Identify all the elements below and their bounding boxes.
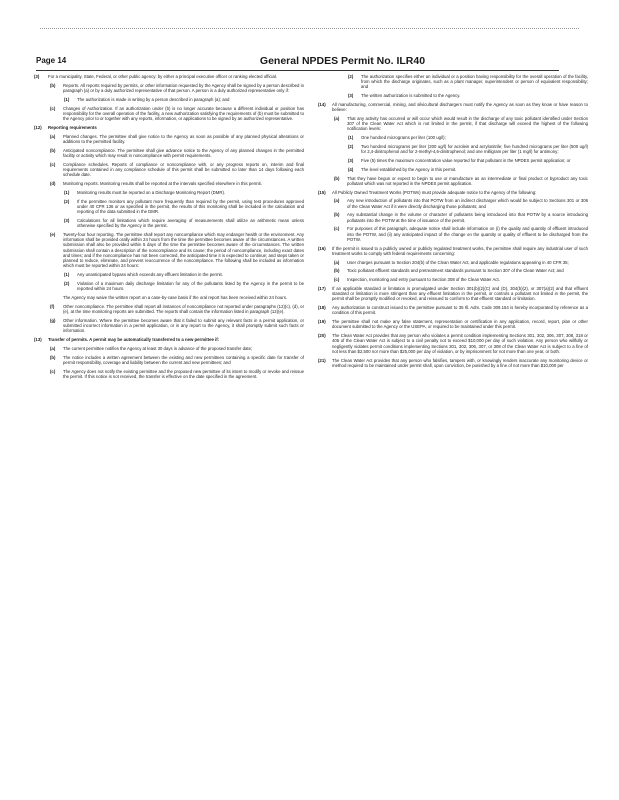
paragraph-label: (17) <box>318 285 326 291</box>
paragraph-text: Anticipated noncompliance. The permittee shall give advance notice to the Agency of any planned changes in the permitted facility or activity which may result in noncompliance with permit requirements. <box>63 148 304 159</box>
paragraph-item <box>34 295 304 300</box>
right-text-column <box>318 74 588 774</box>
paragraph-label <box>50 295 63 300</box>
paragraph-label: (b) <box>50 82 56 88</box>
paragraph-text: Any new introduction of pollutants into that POTW from an indirect discharger which would be subject to Sections 301 or 306 of the Clean Water Act if it were directly discharging those pollutants; and <box>347 198 588 209</box>
paragraph-text: The Agency does not notify the existing permittee and the proposed new permittee of its intent to modify or revoke and reissue the permit. If this notice is not received, the transfer is effective on the date specified in the agreement. <box>63 368 304 380</box>
paragraph-item <box>34 346 304 351</box>
section-number: (12) <box>34 124 42 130</box>
paragraph-item <box>34 181 304 186</box>
paragraph-text: For a municipality, State, Federal, or other public agency: by either a principal executive officer or ranking elected official. <box>48 74 278 79</box>
paragraph-label: (2) <box>64 198 70 204</box>
paragraph-text: That they have begun or expect to begin to use or manufacture as an intermediate or final product or byproduct any toxic pollutant which was not reported in the NPDES permit application. <box>347 175 588 186</box>
paragraph-item <box>34 97 304 102</box>
paragraph-label: (a) <box>50 134 56 139</box>
paragraph-label: (b) <box>334 268 340 274</box>
paragraph-item <box>318 319 588 329</box>
paragraph-item <box>34 232 304 268</box>
paragraph-text: Two hundred micrograms per liter (200 ug/l) for acrolein and acrylonitrile; five hundred micrograms per liter (500 ug/l) for 2,4-dinitrophenol and for 2-methyl-4,6-dinitrophenol; and one milligram per liter (1 mg/l) for antimony; <box>361 144 588 155</box>
paragraph-label: (b) <box>50 148 56 153</box>
paragraph-item <box>318 246 588 256</box>
paragraph-label: (21) <box>318 357 326 363</box>
paragraph-item <box>318 116 588 132</box>
page-top-border <box>40 28 579 29</box>
paragraph-label: (b) <box>334 175 340 181</box>
paragraph-item <box>34 318 304 334</box>
paragraph-text: Monitoring results must be reported on a Discharge Monitoring Report (DMR). <box>77 190 226 195</box>
page-number: Page 14 <box>36 56 67 65</box>
paragraph-text: If the permittee monitors any pollutant more frequently than required by the permit, using test procedures approved under 40 CFR 136 or as specified in the permit, the results of this monitoring shall be included in the calculation and reporting of the data submitted in the DMR. <box>77 198 304 215</box>
paragraph-label: (1) <box>64 272 70 278</box>
paragraph-label: (3) <box>64 218 70 223</box>
paragraph-text: The level established by the Agency in this permit. <box>361 166 457 172</box>
paragraph-text: Reports. All reports required by permits, or other information requested by the Agency shall be signed by a person described in paragraph (a) or by a duly authorized representative of that person. A person is a duly authorized representative only if: <box>63 82 304 93</box>
paragraph-item <box>318 333 588 354</box>
paragraph-label: (3) <box>34 74 40 79</box>
paragraph-label: (a) <box>334 116 340 121</box>
paragraph-label: (c) <box>334 277 340 283</box>
paragraph-label: (e) <box>50 232 56 237</box>
paragraph-label: (b) <box>50 354 56 360</box>
paragraph-label: (3) <box>348 158 354 163</box>
paragraph-item <box>318 198 588 208</box>
document-title: General NPDES Permit No. ILR40 <box>259 55 426 67</box>
paragraph-item <box>34 134 304 144</box>
paragraph-item <box>318 268 588 273</box>
paragraph-label: (4) <box>348 166 354 172</box>
paragraph-label: (18) <box>318 305 326 311</box>
paragraph-item <box>34 369 304 379</box>
paragraph-text: All Publicly Owned Treatment Works (POTWs) must provide adequate notice to the Agency of the following: <box>332 189 537 195</box>
paragraph-text: All manufacturing, commercial, mining, and silvicultural dischargers must notify the Agency as soon as they know or have reason to believe: <box>332 102 588 113</box>
paragraph-item <box>34 199 304 215</box>
paragraph-item <box>318 135 588 140</box>
paragraph-item <box>34 74 304 79</box>
paragraph-text: The Agency may waive the written report on a case-by-case basis if the oral report has been received within 24 hours. <box>63 294 288 300</box>
section-heading <box>34 125 304 130</box>
paragraph-label: (c) <box>334 226 340 232</box>
section-heading-text: Reporting requirements <box>48 124 97 130</box>
paragraph-label: (b) <box>334 212 340 218</box>
paragraph-label: (a) <box>334 198 340 204</box>
paragraph-item <box>318 158 588 163</box>
paragraph-text: Inspection, monitoring and entry pursuant to Section 308 of the Clean Water Act. <box>347 277 500 283</box>
paragraph-label: (15) <box>318 189 326 195</box>
paragraph-text: User charges pursuant to Section 204(b) of the Clean Water Act, and applicable regulations appearing in 40 CFR 35; <box>347 259 569 265</box>
paragraph-item <box>318 260 588 265</box>
paragraph-label: (a) <box>334 259 340 265</box>
paragraph-text: Five (5) times the maximum concentration value reported for that pollutant in the NPDES permit application; or <box>361 158 571 163</box>
paragraph-item <box>318 286 588 302</box>
paragraph-item <box>34 281 304 291</box>
paragraph-label: (1) <box>348 135 354 141</box>
paragraph-text: Changes of Authorization. If an authorization under (b) is no longer accurate because a different individual or position has responsibility for the overall operation of the facility, a new authorization satisfying the requirements of (b) must be submitted to the Agency prior to or together with any reports, information, or applications to be signed by an authorized representative. <box>63 105 304 121</box>
paragraph-text: The authorization is made in writing by a person described in paragraph (a); and <box>77 96 230 102</box>
paragraph-label: (g) <box>50 317 56 323</box>
paragraph-item <box>318 190 588 195</box>
paragraph-item <box>34 304 304 314</box>
paragraph-text: Planned changes. The permittee shall give notice to the Agency as soon as possible of any planned physical alterations or additions to the permitted facility. <box>63 134 304 145</box>
paragraph-text: Any authorization to construct issued to the permittee pursuant to 35 Ill. Adm. Code 309.154 is hereby incorporated by reference as a condition of this permit. <box>332 305 588 316</box>
paragraph-item <box>34 162 304 178</box>
paragraph-text: The permittee shall not make any false statement, representation or certification in any application, record, report, plan or other document submitted to the Agency or the USEPA, or required to be maintained under this permit. <box>332 319 588 330</box>
paragraph-text: The written authorization is submitted to the Agency. <box>361 93 461 99</box>
section-heading <box>34 337 304 342</box>
paragraph-text: Toxic pollutant effluent standards and pretreatment standards pursuant to Section 307 of the Clean Water Act; and <box>347 268 564 274</box>
paragraph-label: (a) <box>50 346 56 352</box>
paragraph-item <box>34 355 304 365</box>
paragraph-label: (c) <box>50 162 56 167</box>
paragraph-text: Compliance schedules. Reports of compliance or noncompliance with, or any progress reports on, interim and final requirements contained in any compliance schedule of this permit shall be submitted no later than 14 days following each schedule date. <box>63 162 304 178</box>
paragraph-item <box>34 190 304 195</box>
paragraph-text: If the permit is issued to a publicly owned or publicly regulated treatment works, the permittee shall require any industrial user of such treatment works to comply with federal requirements concerning: <box>332 245 588 256</box>
paragraph-text: The Clean Water Act provides that any person who violates a permit condition implementing Sections 301, 302, 306, 307, 308, 318 or 405 of the Clean Water Act is subject to a civil penalty not to exceed $10,000 per day of such violation. Any person who willfully or negligently violates permit conditions implementing Sections 301, 302, 306, 307, or 308 of the Clean Water Act is subject to a fine of not less than $2,500 nor more than $25,000 per day of violation, or by imprisonment for not more than one year, or both. <box>332 333 588 354</box>
paragraph-text: The Clean Water Act provides that any person who falsifies, tampers with, or knowingly renders inaccurate any monitoring device or method required to be maintained under permit shall, upon conviction, be punished by a fine of not more than $10,000 per <box>332 357 588 368</box>
paragraph-label: (3) <box>348 93 354 99</box>
paragraph-text: The authorization specifies either an individual or a position having responsibility for the overall operation of the facility, from which the discharge originates, such as a plant manager, superintendent or person of equivalent responsibility; and <box>361 74 588 90</box>
paragraph-text: If an applicable standard or limitation is promulgated under Section 301(b)(2)(C) and (D), 304(b)(2), or 307(a)(2) and that effluent standard or limitation is more stringent than any effluent limitation in the permit, or controls a pollutant not limited in the permit, the permit shall be promptly modified or revoked, and reissued to conform to that effluent standard or limitation. <box>332 285 588 302</box>
paragraph-label: (20) <box>318 333 326 339</box>
paragraph-text: That any activity has occurred or will occur which would result in the discharge of any toxic pollutant identified under Section 307 of the Clean Water Act which is not limited in the permit, if that discharge will exceed the highest of the following notification levels: <box>347 116 588 132</box>
paragraph-label: (d) <box>50 181 56 187</box>
paragraph-item <box>318 358 588 368</box>
paragraph-text: For purposes of this paragraph, adequate notice shall include information on (i) the quality and quantity of effluent introduced into the POTW, and (ii) any anticipated impact of the change on the quantity or quality of effluent to be discharged from the POTW. <box>347 226 588 242</box>
paragraph-text: Any unanticipated bypass which exceeds any effluent limitation in the permit. <box>77 272 223 278</box>
paragraph-text: Other information. Where the permittee becomes aware that it failed to submit any relevant facts in a permit application, or submitted incorrect information in a permit application, or in any report to the Agency, it shall promptly submit such facts or information. <box>63 317 304 334</box>
paragraph-item <box>318 102 588 112</box>
paragraph-label: (f) <box>50 303 55 309</box>
paragraph-text: Twenty-four hour reporting. The permittee shall report any noncompliance which may endanger health or the environment. Any information shall be provided orally within 24 hours from the time the permittee becomes aware of the circumstances. A written submission shall also be provided within 5 days of the time the permittee becomes aware of the circumstances. The written submission shall contain a description of the noncompliance and its cause; the period of noncompliance, including exact dates and times; and if the noncompliance has not been corrected, the anticipated time it is expected to continue; and steps taken or planned to reduce, eliminate, and prevent reoccurrence of the noncompliance. The following shall be included as information which must be reported within 24 hours: <box>63 232 304 269</box>
section-heading-text: Transfer of permits. A permit may be automatically transferred to a new permittee if: <box>48 336 220 342</box>
paragraph-item <box>318 167 588 172</box>
paragraph-item <box>34 218 304 228</box>
paragraph-label: (19) <box>318 319 326 325</box>
left-text-column <box>34 74 304 774</box>
paragraph-item <box>34 83 304 93</box>
paragraph-item <box>318 176 588 186</box>
paragraph-text: Any substantial change in the volume or character of pollutants being introduced into that POTW by a source introducing pollutants into the POTW at the time of issuance of the permit. <box>347 212 588 223</box>
paragraph-item <box>318 226 588 242</box>
paragraph-item <box>318 212 588 222</box>
paragraph-item <box>318 93 588 98</box>
paragraph-item <box>318 277 588 282</box>
paragraph-item <box>318 305 588 315</box>
paragraph-label: (2) <box>348 144 354 149</box>
paragraph-item <box>318 74 588 90</box>
paragraph-text: The notice includes a written agreement between the existing and new permittees containing a specific date for transfer of permit responsibility, coverage and liability between the current and new permittees; and <box>63 354 304 366</box>
paragraph-label: (c) <box>50 368 56 374</box>
section-number: (13) <box>34 336 42 342</box>
paragraph-label: (c) <box>50 105 56 111</box>
paragraph-text: Calculations for all limitations which require averaging of measurements shall utilize an arithmetic mean unless otherwise specified by the Agency in the permit. <box>77 218 304 229</box>
paragraph-item <box>34 272 304 277</box>
paragraph-label: (2) <box>64 280 70 286</box>
paragraph-label: (1) <box>64 190 70 195</box>
paragraph-label: (16) <box>318 245 326 251</box>
paragraph-item <box>318 144 588 154</box>
paragraph-text: Violation of a maximum daily discharge limitation for any of the pollutants listed by the Agency in the permit to be reported within 24 hours. <box>77 280 304 292</box>
paragraph-text: One hundred micrograms per liter (100 ug/l); <box>361 135 446 141</box>
page-header <box>36 56 559 71</box>
paragraph-text: Monitoring reports. Monitoring results shall be reported at the intervals specified elsewhere in this permit. <box>63 181 262 187</box>
paragraph-item <box>34 148 304 158</box>
paragraph-text: The current permittee notifies the Agency at least 30 days in advance of the proposed transfer date; <box>63 346 253 352</box>
paragraph-item <box>34 106 304 122</box>
paragraph-label: (2) <box>348 74 354 79</box>
paragraph-text: Other noncompliance. The permittee shall report all instances of noncompliance not reported under paragraphs (12)(c), (d), or (e), at the time monitoring reports are submitted. The reports shall contain the information listed in paragraph (12)(e). <box>63 303 304 314</box>
paragraph-label: (14) <box>318 102 326 107</box>
paragraph-label: (1) <box>64 96 70 102</box>
